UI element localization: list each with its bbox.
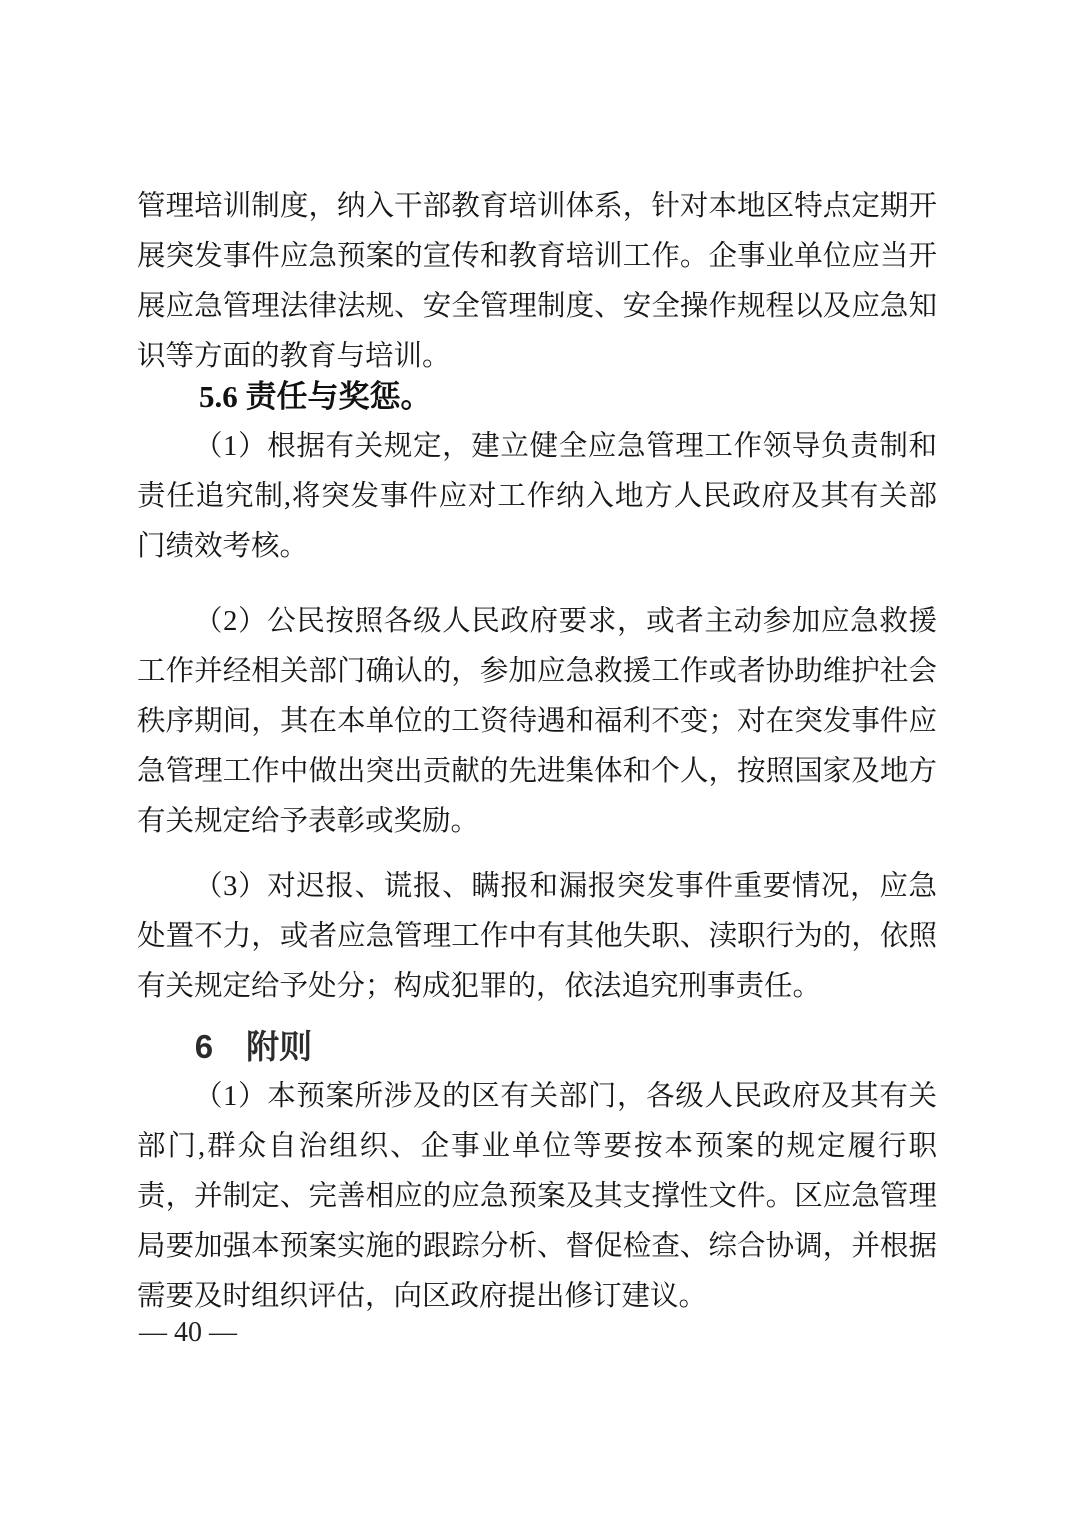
body-paragraph-item-3: （3）对迟报、谎报、瞒报和漏报突发事件重要情况，应急处置不力，或者应急管理工作中有其他失职、渎职行为的，依照有关规定给予处分；构成犯罪的，依法追究刑事责任。 [137,871,937,1002]
section-heading-6: 6 附则 [194,1028,313,1065]
section-heading-5-6: 5.6 责任与奖惩。 [199,379,432,414]
page-number: — 40 — [139,1317,237,1348]
body-paragraph-item-2: （2）公民按照各级人民政府要求，或者主动参加应急救援工作并经相关部门确认的，参加应急救援工作或者协助维护社会秩序期间，其在本单位的工资待遇和福利不变；对在突发事件应 急管理工作中做出突出贡献的先进集体和个人，按照国家及地方有关规定给予表彰或奖励。 [137,606,937,837]
body-paragraph-continued: 管理培训制度，纳入干部教育培训体系，针对本地区特点定期开展突发事件应急预案的宣传和教育培训工作。企事业单位应当开展应急管理法律法规、安全管理制度、安全操作规程以及应急知识等方面的教育与培训。 [137,191,937,372]
body-paragraph-item-1: （1）根据有关规定，建立健全应急管理工作领导负责制和责任追究制,将突发事件应对工作纳入地方人民政府及其有关部 门绩效考核。 [137,431,937,562]
body-paragraph-annex-item-1: （1）本预案所涉及的区有关部门，各级人民政府及其有关部门,群众自治组织、企事业单位等要按本预案的规定履行职责，并制定、完善相应的应急预案及其支撑性文件。区应急管理局要加强本预案实施的跟踪分析、督促检查、综合协调，并根据需要及时组织评估，向区政府提出修订建议。 [137,1081,937,1312]
